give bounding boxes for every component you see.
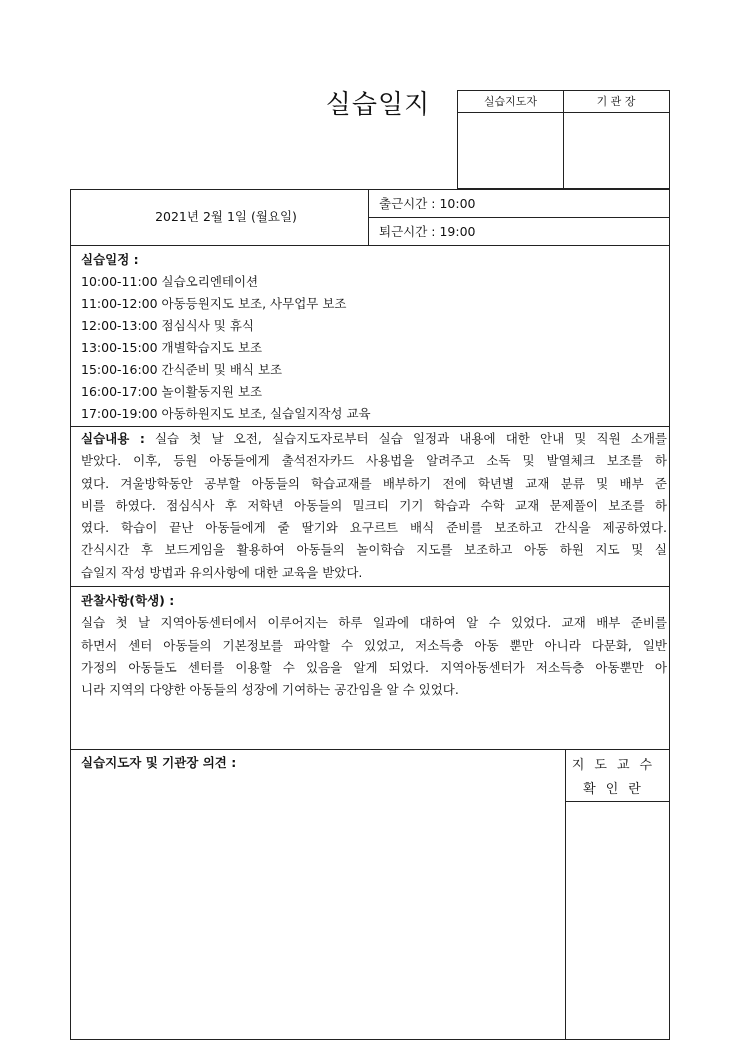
content-line: 였다. 학습이 끝난 아동들에게 줄 딸기와 요구르트 배식 준비를 보조하고 간식을 제공하였다.	[81, 520, 667, 536]
confirm-line-2: 확인란	[583, 782, 651, 797]
date-field: 2021년 2월 1일 (월요일)	[155, 209, 297, 224]
time-divider	[368, 217, 669, 218]
approval-divider	[563, 112, 564, 188]
observation-line: 니라 지역의 다양한 아동들의 성장에 기여하는 공간임을 알 수 있었다.	[81, 682, 459, 698]
content-line: 받았다. 이후, 등원 아동들에게 출석전자카드 사용법을 알려주고 소독 및 발열체크 보조를 하	[81, 453, 667, 469]
schedule-item: 13:00-15:00 개별학습지도 보조	[81, 340, 263, 355]
row-divider-1	[71, 245, 669, 246]
approval-header-supervisor: 실습지도자	[458, 91, 564, 113]
content-section	[81, 428, 667, 584]
schedule-item: 12:00-13:00 점심식사 및 휴식	[81, 318, 255, 333]
approval-header-director: 기 관 장	[563, 91, 669, 113]
schedule-item: 11:00-12:00 아동등원지도 보조, 사무업무 보조	[81, 296, 347, 311]
content-line: 였다. 겨울방학동안 공부할 아동들의 학습교재를 배부하기 전에 학년별 교재 분류 및 배부 준	[81, 475, 667, 491]
approval-box	[457, 90, 670, 189]
check-in-time: 출근시간 : 10:00	[379, 196, 476, 211]
schedule-item: 15:00-16:00 간식준비 및 배식 보조	[81, 362, 283, 377]
confirm-line-1: 지도교수	[571, 758, 663, 773]
schedule-section	[81, 249, 371, 425]
content-label: 실습내용 :	[81, 431, 145, 446]
row-divider-4	[71, 749, 669, 750]
observation-section	[81, 590, 667, 701]
observation-label: 관찰사항(학생) :	[81, 593, 175, 608]
content-line: 실습내용 : 실습 첫 날 오전, 실습지도자로부터 실습 일정과 내용에 대한 안내 및 직원 소개를	[81, 431, 667, 446]
content-line: 습일지 작성 방법과 유의사항에 대한 교육을 받았다.	[81, 564, 363, 580]
observation-line: 실습 첫 날 지역아동센터에서 이루어지는 하루 일과에 대하여 알 수 있었다. 교재 배부 준비를	[81, 615, 667, 631]
observation-line: 하면서 센터 아동들의 기본정보를 파악할 수 있었고, 저소득층 아동 뿐만 아니라 다문화, 일반	[81, 637, 667, 653]
schedule-label: 실습일정 :	[81, 252, 139, 267]
page-title: 실습일지	[325, 90, 431, 120]
schedule-item: 10:00-11:00 실습오리엔테이션	[81, 274, 259, 289]
content-line: 비를 하였다. 점심식사 후 저학년 아동들의 밀크티 기기 학습과 수학 교재 문제풀이 보조를 하	[81, 497, 667, 513]
schedule-item: 16:00-17:00 놀이활동지원 보조	[81, 384, 263, 399]
confirm-underline	[565, 801, 669, 802]
check-out-time: 퇴근시간 : 19:00	[379, 224, 476, 239]
observation-line: 가정의 아동들도 센터를 이용할 수 있음을 알게 되었다. 지역아동센터가 저소득층 아동뿐만 아	[81, 659, 667, 675]
row-divider-3	[71, 586, 669, 587]
opinion-label: 실습지도자 및 기관장 의견 :	[81, 755, 237, 770]
schedule-item: 17:00-19:00 아동하원지도 보조, 실습일지작성 교육	[81, 406, 371, 421]
row-divider-2	[71, 426, 669, 427]
content-line: 간식시간 후 보드게임을 활용하여 아동들의 놀이학습 지도를 보조하고 아동 하원 지도 및 실	[81, 542, 667, 558]
journal-form	[70, 189, 670, 1040]
